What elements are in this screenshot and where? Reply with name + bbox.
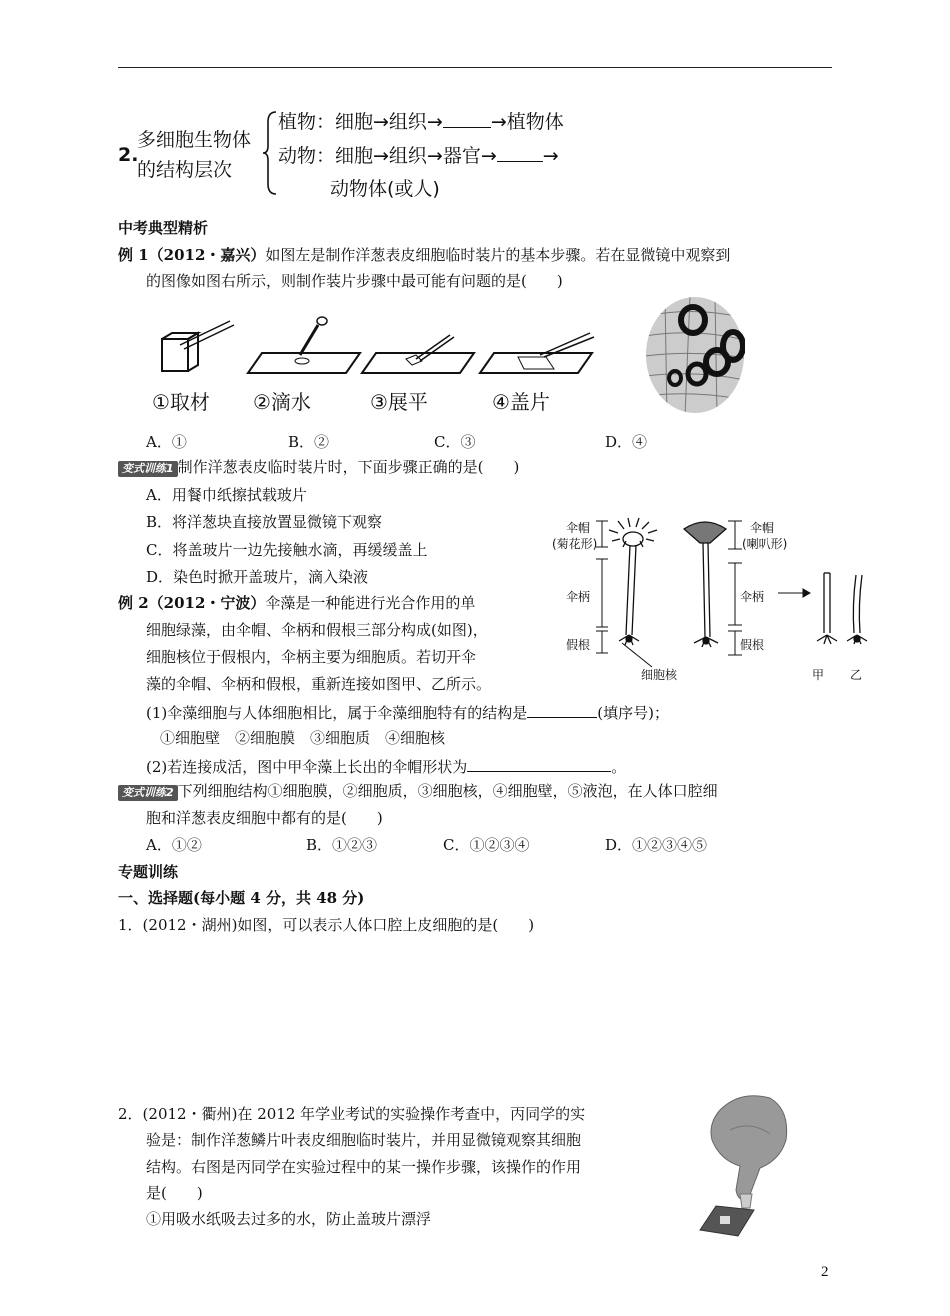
item-number: 2. [118, 144, 139, 166]
drill-2-line-1: 变式训练2 下列细胞结构①细胞膜，②细胞质，③细胞核，④细胞壁，⑤液泡，在人体口腔细 [118, 781, 718, 801]
step-label-4: ④盖片 [492, 390, 550, 414]
label-root-left: 假根 [566, 638, 591, 652]
label-stalk-left: 伞柄 [566, 590, 591, 604]
drill-2-option-d: D．①②③④⑤ [605, 836, 708, 854]
drill-2-badge: 变式训练2 [118, 785, 178, 801]
example-2-line-3: 细胞核位于假根内，伞柄主要为细胞质。若切开伞 [146, 648, 477, 666]
label-jia: 甲 [812, 668, 825, 682]
brace-icon [262, 110, 278, 196]
umbrella-algae-figure [560, 515, 880, 690]
drill-2-line-2: 胞和洋葱表皮细胞中都有的是( ) [146, 809, 383, 827]
plant-row: 植物：细胞→组织→ →植物体 [278, 111, 564, 133]
drill-1-badge: 变式训练1 [118, 461, 178, 477]
example-2-line-4: 藻的伞帽、伞柄和假根，重新连接如图甲、乙所示。 [146, 675, 492, 693]
section-heading-2: 专题训练 [118, 863, 179, 881]
drill-2-option-b: B．①②③ [306, 836, 378, 854]
microscope-view-image [645, 296, 745, 414]
blotting-paper-image [690, 1090, 800, 1240]
step-1-drawing [162, 321, 234, 371]
label-stalk-right: 伞柄 [740, 590, 765, 604]
example-2-line-1: 例 2（2012・宁波）伞藻是一种能进行光合作用的单 [118, 594, 476, 612]
label-cap-right: 伞帽 [750, 521, 775, 535]
ex1-option-c: C．③ [434, 433, 476, 451]
example-2-line-2: 细胞绿藻，由伞帽、伞柄和假根三部分构成(如图)， [146, 621, 488, 639]
ex1-option-a: A．① [146, 433, 187, 451]
label-cap-right-shape: (喇叭形) [742, 537, 788, 551]
question-1: 1．(2012・湖州)如图，可以表示人体口腔上皮细胞的是( ) [118, 916, 535, 934]
step-label-3: ③展平 [370, 390, 428, 414]
ex1-option-b: B．② [288, 433, 330, 451]
animal-row: 动物：细胞→组织→器官→ → [278, 145, 559, 167]
drill-2-option-c: C．①②③④ [443, 836, 530, 854]
step-label-2: ②滴水 [253, 390, 311, 414]
label-yi: 乙 [850, 668, 863, 682]
question-2-line-1: 2．(2012・衢州)在 2012 年学业考试的实验操作考查中，丙同学的实 [118, 1105, 586, 1123]
example-2-q1-options: ①细胞壁 ②细胞膜 ③细胞质 ④细胞核 [160, 729, 446, 747]
example-2-q2: (2)若连接成活，图中甲伞藻上长出的伞帽形状为 。 [146, 755, 626, 777]
ex1-option-d: D．④ [605, 433, 648, 451]
hierarchy-title-1: 多细胞生物体 [137, 129, 252, 151]
step-figures [150, 315, 600, 383]
drill-1-option-d: D．染色时掀开盖玻片，滴入染液 [146, 568, 369, 586]
section-heading-3: 一、选择题(每小题 4 分，共 48 分) [118, 889, 365, 907]
question-2-option-1: ①用吸水纸吸去过多的水，防止盖玻片漂浮 [146, 1210, 432, 1228]
label-root-right: 假根 [740, 638, 765, 652]
drill-1-option-b: B．将洋葱块直接放置显微镜下观察 [146, 513, 383, 531]
drill-1-option-c: C．将盖玻片一边先接触水滴，再缓缓盖上 [146, 541, 428, 559]
section-heading-1: 中考典型精析 [118, 219, 209, 237]
example-1-line-2: 的图像如图右所示，则制作装片步骤中最可能有问题的是( ) [146, 272, 563, 290]
page-number: 2 [821, 1264, 829, 1280]
drill-1-option-a: A．用餐巾纸擦拭载玻片 [146, 486, 307, 504]
hierarchy-title-2: 的结构层次 [137, 159, 233, 181]
label-nucleus: 细胞核 [641, 668, 678, 682]
example-2-q1: (1)伞藻细胞与人体细胞相比，属于伞藻细胞特有的结构是 (填序号)； [146, 701, 669, 723]
example-1-line-1: 例 1（2012・嘉兴）如图左是制作洋葱表皮细胞临时装片的基本步骤。若在显微镜中观察到 [118, 246, 731, 264]
label-cap-left: 伞帽 [566, 521, 591, 535]
label-cap-left-shape: (菊花形) [552, 537, 598, 551]
question-2-line-3: 结构。右图是丙同学在实验过程中的某一操作步骤，该操作的作用 [146, 1158, 582, 1176]
question-2-line-4: 是( ) [146, 1184, 203, 1202]
animal-row-2: 动物体(或人) [330, 178, 440, 200]
drill-2-option-a: A．①② [146, 836, 202, 854]
header-rule [118, 67, 832, 68]
step-label-1: ①取材 [152, 390, 210, 414]
drill-1-question: 变式训练1 制作洋葱表皮临时装片时，下面步骤正确的是( ) [118, 457, 519, 477]
question-2-line-2: 验是：制作洋葱鳞片叶表皮细胞临时装片，并用显微镜观察其细胞 [146, 1131, 582, 1149]
